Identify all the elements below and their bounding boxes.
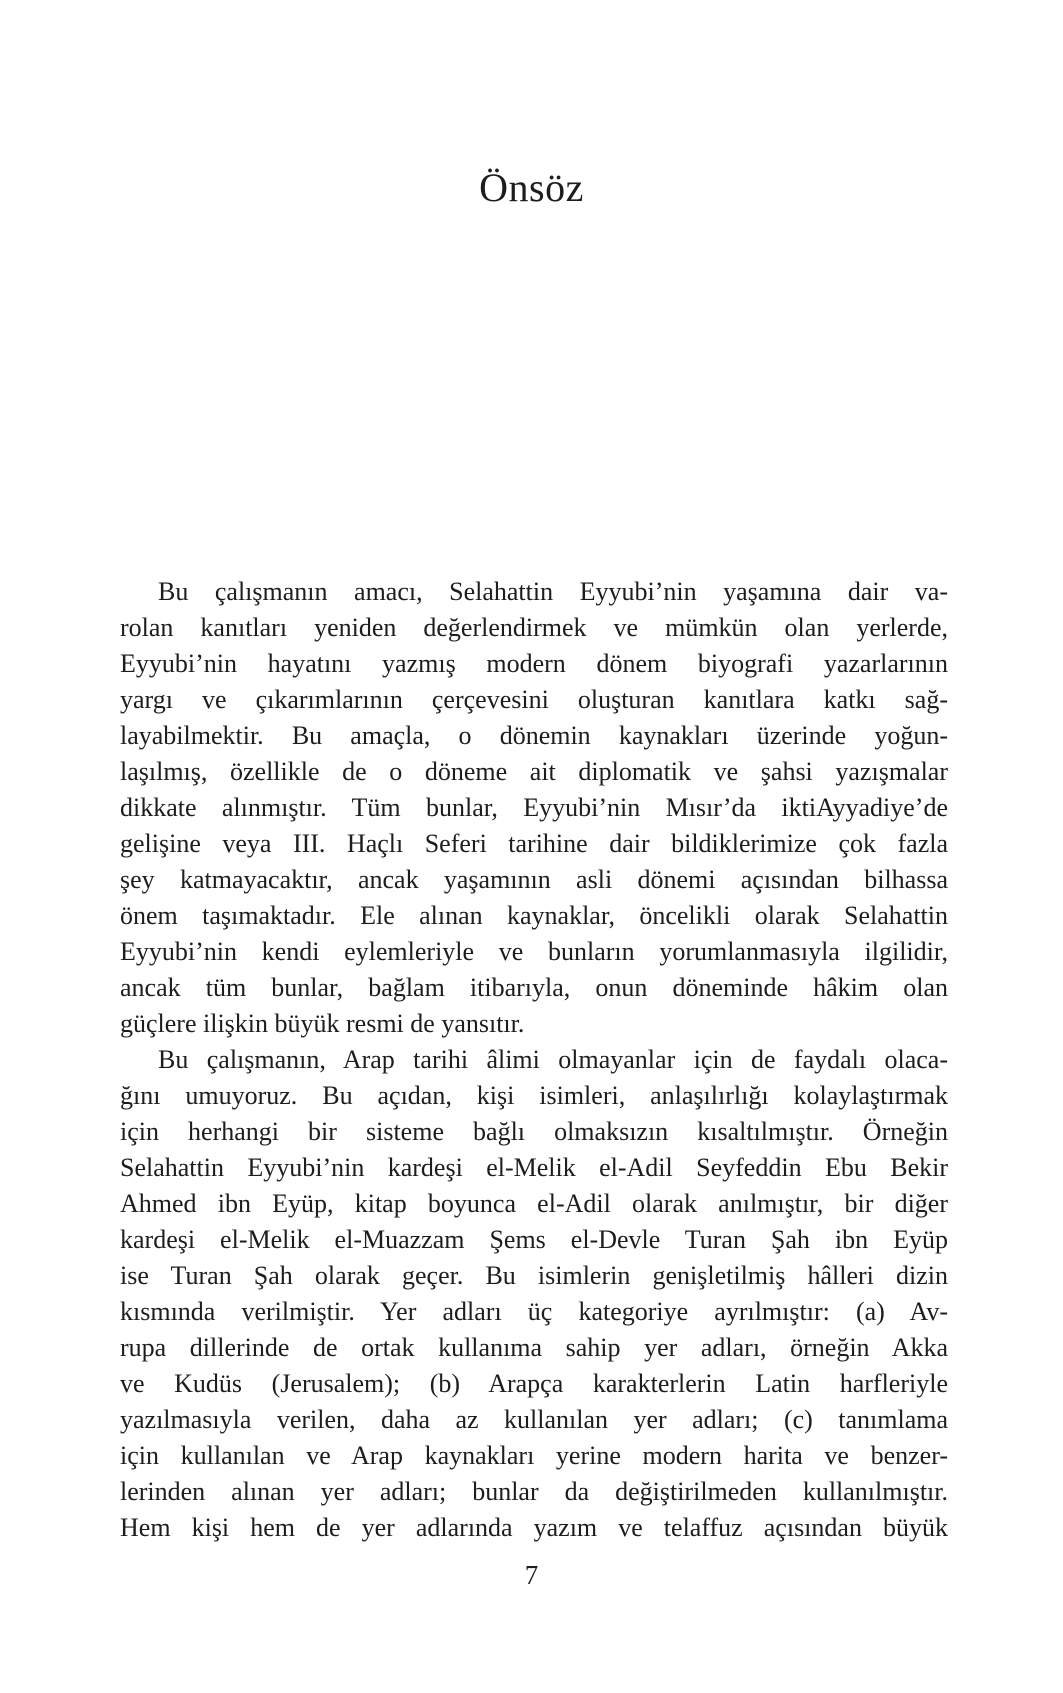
text-line: yazılmasıyla verilen, daha az kullanılan yer adları; (c) tanımlama — [120, 1405, 948, 1434]
text-line: Hem kişi hem de yer adlarında yazım ve telaffuz açısından büyük — [120, 1513, 948, 1542]
text-line: yargı ve çıkarımlarının çerçevesini oluşturan kanıtlara katkı sağ- — [120, 685, 948, 714]
text-line: şey katmayacaktır, ancak yaşamının asli dönemi açısından bilhassa — [120, 865, 948, 894]
text-line: kardeşi el-Melik el-Muazzam Şems el-Devle Turan Şah ibn Eyüp — [120, 1225, 948, 1254]
text-line: layabilmektir. Bu amaçla, o dönemin kaynakları üzerinde yoğun- — [120, 721, 948, 750]
text-line: güçlere ilişkin büyük resmi de yansıtır. — [120, 1009, 525, 1038]
text-line: rolan kanıtları yeniden değerlendirmek ve mümkün olan yerlerde, — [120, 613, 948, 642]
text-line: gelişine veya III. Haçlı Seferi tarihine dair bildiklerimize çok fazla — [120, 829, 948, 858]
text-line: için herhangi bir sisteme bağlı olmaksızın kısaltılmıştır. Örneğin — [120, 1117, 948, 1146]
text-line: önem taşımaktadır. Ele alınan kaynaklar, öncelikli olarak Selahattin — [120, 901, 948, 930]
text-line: Ahmed ibn Eyüp, kitap boyunca el-Adil olarak anılmıştır, bir diğer — [120, 1189, 948, 1218]
text-line: ancak tüm bunlar, bağlam itibarıyla, onun döneminde hâkim olan — [120, 973, 948, 1002]
text-line: Eyyubi’nin kendi eylemleriyle ve bunların yorumlanmasıyla ilgilidir, — [120, 937, 948, 966]
text-line: Selahattin Eyyubi’nin kardeşi el-Melik el-Adil Seyfeddin Ebu Bekir — [120, 1153, 948, 1182]
text-line: ise Turan Şah olarak geçer. Bu isimlerin genişletilmiş hâlleri dizin — [120, 1261, 948, 1290]
text-line: rupa dillerinde de ortak kullanıma sahip yer adları, örneğin Akka — [120, 1333, 948, 1362]
page-title: Önsöz — [479, 165, 584, 210]
body-text — [120, 574, 948, 1546]
text-line: ve Kudüs (Jerusalem); (b) Arapça karakterlerin Latin harfleriyle — [120, 1369, 948, 1398]
text-line: laşılmış, özellikle de o döneme ait diplomatik ve şahsi yazışmalar — [120, 757, 948, 786]
text-line: için kullanılan ve Arap kaynakları yerine modern harita ve benzer- — [120, 1441, 948, 1470]
page-number: 7 — [524, 1560, 539, 1590]
text-line: dikkate alınmıştır. Tüm bunlar, Eyyubi’nin Mısır’da iktiAyyadiye’de — [120, 793, 948, 822]
text-line: lerinden alınan yer adları; bunlar da değiştirilmeden kullanılmıştır. — [120, 1477, 948, 1506]
text-line: Bu çalışmanın, Arap tarihi âlimi olmayanlar için de faydalı olaca- — [158, 1045, 948, 1074]
text-line: kısmında verilmiştir. Yer adları üç kategoriye ayrılmıştır: (a) Av- — [120, 1297, 948, 1326]
text-line: Bu çalışmanın amacı, Selahattin Eyyubi’nin yaşamına dair va- — [158, 577, 948, 606]
text-line: ğını umuyoruz. Bu açıdan, kişi isimleri, anlaşılırlığı kolaylaştırmak — [120, 1081, 948, 1110]
text-line: Eyyubi’nin hayatını yazmış modern dönem biyografi yazarlarının — [120, 649, 948, 678]
